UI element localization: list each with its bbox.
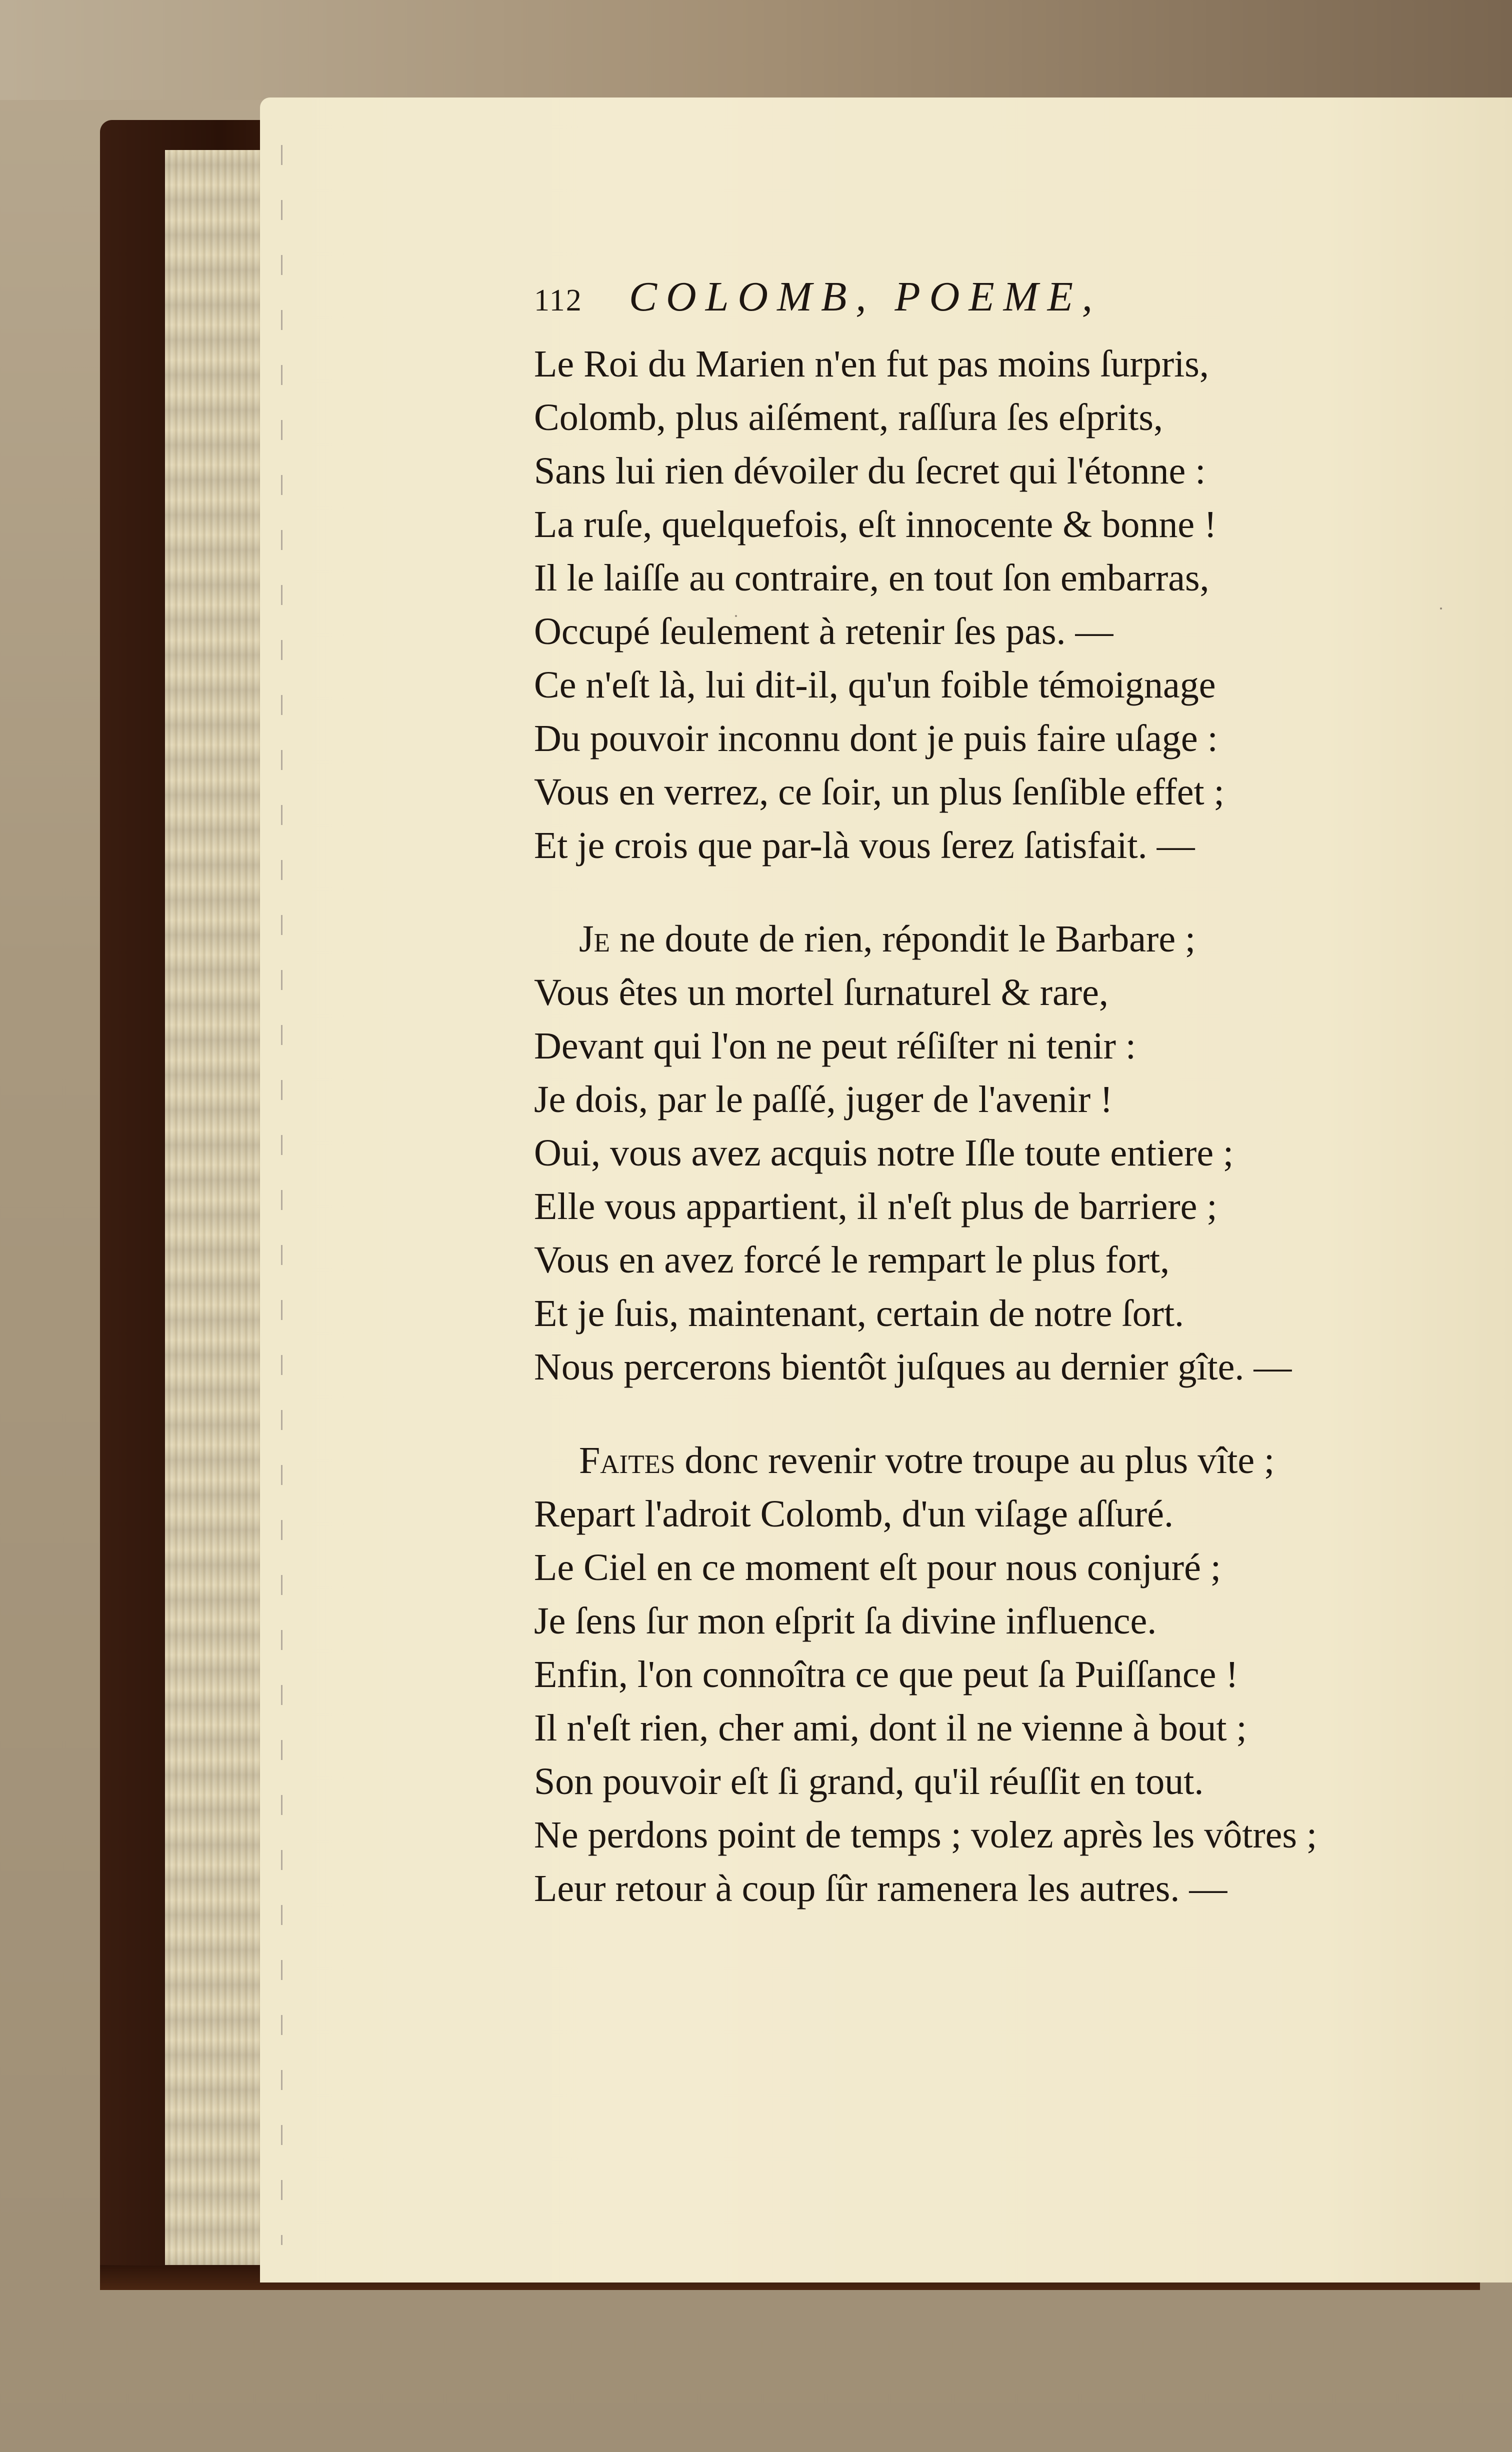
running-head <box>534 272 1484 332</box>
verse-line: Colomb, plus aiſément, raſſura ſes eſprits, <box>534 396 1163 438</box>
verse-line: La ruſe, quelquefois, eſt innocente & bonne ! <box>534 504 1217 546</box>
verse-line-rest: donc revenir votre troupe au plus vîte ; <box>675 1440 1275 1482</box>
verse-line: Enfin, l'on connoîtra ce que peut ſa Puiſſance ! <box>534 1654 1238 1696</box>
verse-line: Vous en verrez, ce ſoir, un plus ſenſible effet ; <box>534 771 1224 813</box>
verse-line: Oui, vous avez acquis notre Iſle toute entiere ; <box>534 1132 1234 1174</box>
verse-line-rest: ne doute de rien, répondit le Barbare ; <box>610 918 1196 960</box>
verse-line: Je ſens ſur mon eſprit ſa divine influence. <box>534 1600 1157 1642</box>
verse-line: Il n'eſt rien, cher ami, dont il ne vienne à bout ; <box>534 1707 1247 1749</box>
verse-line: Le Ciel en ce moment eſt pour nous conjuré ; <box>534 1546 1221 1588</box>
verse-line: Vous en avez forcé le rempart le plus fort, <box>534 1239 1170 1281</box>
verse-line: Ce n'eſt là, lui dit-il, qu'un foible témoignage <box>534 664 1216 706</box>
gutter-shadow <box>281 145 282 2245</box>
verse-line: Le Roi du Marien n'en fut pas moins ſurpris, <box>534 343 1209 385</box>
verse-line: Ne perdons point de temps ; volez après les vôtres ; <box>534 1814 1318 1856</box>
verse-line: Repart l'adroit Colomb, d'un viſage aſſuré. <box>534 1493 1174 1535</box>
scan-background <box>0 0 1512 100</box>
verse-line: Du pouvoir inconnu dont je puis faire uſage : <box>534 718 1218 760</box>
verse-line: Elle vous appartient, il n'eſt plus de barriere ; <box>534 1186 1218 1228</box>
running-title: COLOMB, POEME, <box>629 274 1102 320</box>
stanza-3 <box>534 1434 1484 1916</box>
verse-line: Son pouvoir eſt ſi grand, qu'il réuſſit en tout. <box>534 1760 1204 1802</box>
verse-line: Il le laiſſe au contraire, en tout ſon embarras, <box>534 557 1210 599</box>
page-text <box>534 272 1484 1956</box>
verse-line: Vous êtes un mortel ſurnaturel & rare, <box>534 972 1108 1014</box>
verse-line: Et je ſuis, maintenant, certain de notre ſort. <box>534 1292 1184 1334</box>
verse-line: Devant qui l'on ne peut réſiſter ni tenir : <box>534 1025 1136 1067</box>
verse-line: Et je crois que par-là vous ſerez ſatisfait. — <box>534 824 1195 866</box>
verse-line: Je dois, par le paſſé, juger de l'avenir ! <box>534 1078 1113 1120</box>
page-number: 112 <box>534 284 582 318</box>
verse-line: Nous percerons bientôt juſques au dernier gîte. — <box>534 1346 1292 1388</box>
stanza-2 <box>534 912 1484 1394</box>
stanza-1 <box>534 338 1484 872</box>
verse-line-opening <box>534 1434 1484 1488</box>
stanza-lead-word: Faites <box>579 1440 676 1482</box>
verse-line: Leur retour à coup ſûr ramenera les autres. — <box>534 1868 1228 1910</box>
verse-line-opening <box>534 912 1484 966</box>
stanza-lead-word: Je <box>579 918 610 960</box>
page-edges-stack <box>165 150 265 2265</box>
verse-line: Occupé ſeulement à retenir ſes pas. — <box>534 610 1114 652</box>
verse-line: Sans lui rien dévoiler du ſecret qui l'étonne : <box>534 450 1206 492</box>
